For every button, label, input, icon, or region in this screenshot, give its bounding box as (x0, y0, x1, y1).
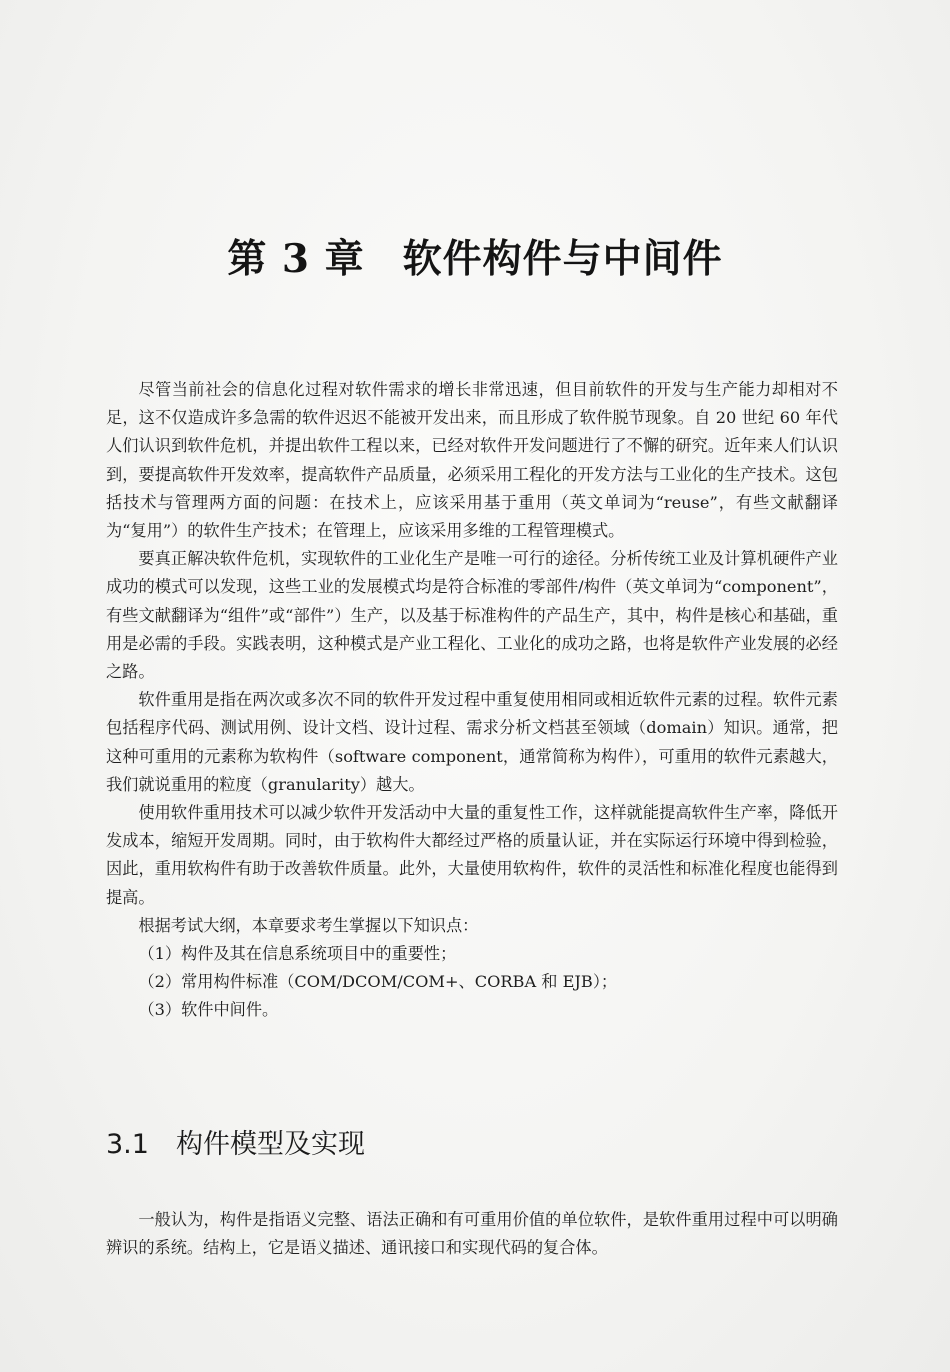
section-heading (106, 1122, 365, 1161)
chapter-name: 软件构件与中间件 (402, 236, 723, 282)
paragraph: 使用软件重用技术可以减少软件开发活动中大量的重复性工作，这样就能提高软件生产率，降低开发成本，缩短开发周期。同时，由于软构件大都经过严格的质量认证，并在实际运行环境中得到检验，因此，重用软构件有助于改善软件质量。此外，大量使用软构件，软件的灵活性和标准化程度也能得到提高。 (106, 803, 838, 907)
paragraph: 要真正解决软件危机，实现软件的工业化生产是唯一可行的途径。分析传统工业及计算机硬件产业成功的模式可以发现，这些工业的发展模式均是符合标准的零部件/构件（英文单词为“component”，有些文献翻译为“组件”或“部件”）生产，以及基于标准构件的产品生产，其中，构件是核心和基础，重用是必需的手段。实践表明，这种模式是产业工程化、工业化的成功之路，也将是软件产业发展的必经之路。 (106, 549, 838, 682)
paragraph: 一般认为，构件是指语义完整、语法正确和有可重用价值的单位软件，是软件重用过程中可以明确辨识的系统。结构上，它是语义描述、通讯接口和实现代码的复合体。 (106, 1210, 838, 1258)
paragraph: 软件重用是指在两次或多次不同的软件开发过程中重复使用相同或相近软件元素的过程。软件元素包括程序代码、测试用例、设计文档、设计过程、需求分析文档甚至领域（domain）知识。通常，把这种可重用的元素称为软构件（software component，通常简称为构件），可重用的软件元素越大，我们就说重用的粒度（granularity）越大。 (106, 690, 838, 794)
section-number: 3.1 (106, 1129, 149, 1160)
list-item: （2）常用构件标准（COM/DCOM/COM+、CORBA 和 EJB）； (138, 972, 618, 992)
section-text (106, 1206, 838, 1262)
list-item: （3）软件中间件。 (138, 1000, 279, 1020)
list-item: （1）构件及其在信息系统项目中的重要性； (138, 944, 457, 964)
paragraph: 尽管当前社会的信息化过程对软件需求的增长非常迅速，但目前软件的开发与生产能力却相对不足，这不仅造成许多急需的软件迟迟不能被开发出来，而且形成了软件脱节现象。自 20 世纪 60 年代人们认识到软件危机，并提出软件工程以来，已经对软件开发问题进行了不懈的研究。近年来人们认识到，要提高软件开发效率，提高软件产品质量，必须采用工程化的开发方法与工业化的生产技术。这包括技术与管理两方面的问题：在技术上，应该采用基于重用（英文单词为“reuse”，有些文献翻译为“复用”）的软件生产技术；在管理上，应该采用多维的工程管理模式。 (106, 380, 838, 541)
section-title: 构件模型及实现 (176, 1129, 365, 1160)
chapter-label: 第 3 章 (227, 236, 365, 282)
intro-text (106, 376, 838, 1025)
chapter-title (0, 228, 950, 284)
paragraph: 根据考试大纲，本章要求考生掌握以下知识点： (138, 915, 479, 935)
